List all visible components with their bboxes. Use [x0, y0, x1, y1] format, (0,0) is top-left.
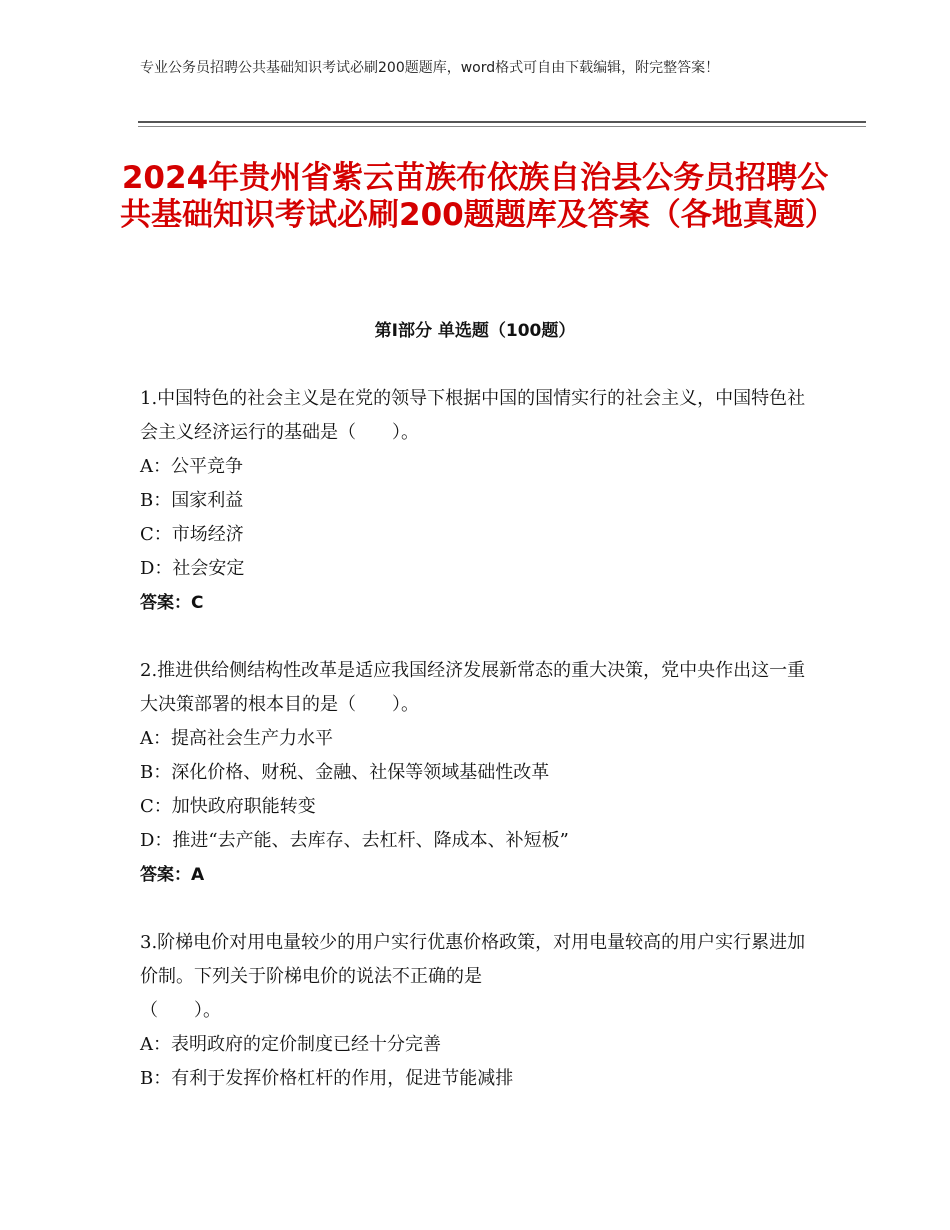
- option-a: A：表明政府的定价制度已经十分完善: [140, 1034, 441, 1055]
- question-stem: 1.中国特色的社会主义是在党的领导下根据中国的国情实行的社会主义，中国特色社会主义经济运行的基础是（ ）。: [140, 388, 806, 443]
- question-1: [140, 382, 810, 620]
- option-a: A：公平竞争: [140, 456, 243, 477]
- header-rule: [138, 121, 866, 123]
- header-rule-thin: [138, 126, 866, 127]
- option-b: B：有利于发挥价格杠杆的作用，促进节能减排: [140, 1068, 514, 1089]
- option-c: C：市场经济: [140, 524, 244, 545]
- document-title: 2024年贵州省紫云苗族布依族自治县公务员招聘公共基础知识考试必刷200题题库及答案（各地真题）: [120, 160, 836, 233]
- question-2: [140, 654, 810, 892]
- section-title: 第Ⅰ部分 单选题（100题）: [374, 321, 576, 341]
- option-d: D：推进“去产能、去库存、去杠杆、降成本、补短板”: [140, 830, 569, 851]
- answer: 答案：A: [140, 865, 205, 885]
- option-d: D：社会安定: [140, 558, 245, 579]
- question-stem-end: （ ）。: [140, 1000, 221, 1021]
- question-stem: 2.推进供给侧结构性改革是适应我国经济发展新常态的重大决策，党中央作出这一重大决策部署的根本目的是（ ）。: [140, 660, 806, 715]
- option-a: A：提高社会生产力水平: [140, 728, 333, 749]
- option-c: C：加快政府职能转变: [140, 796, 316, 817]
- answer: 答案：C: [140, 593, 204, 613]
- option-b: B：国家利益: [140, 490, 244, 511]
- header-note: 专业公务员招聘公共基础知识考试必刷200题题库，word格式可自由下载编辑，附完整答案！: [140, 60, 720, 76]
- option-b: B：深化价格、财税、金融、社保等领域基础性改革: [140, 762, 550, 783]
- question-stem: 3.阶梯电价对用电量较少的用户实行优惠价格政策，对用电量较高的用户实行累进加价制。下列关于阶梯电价的说法不正确的是: [140, 932, 806, 987]
- question-3: [140, 926, 810, 1096]
